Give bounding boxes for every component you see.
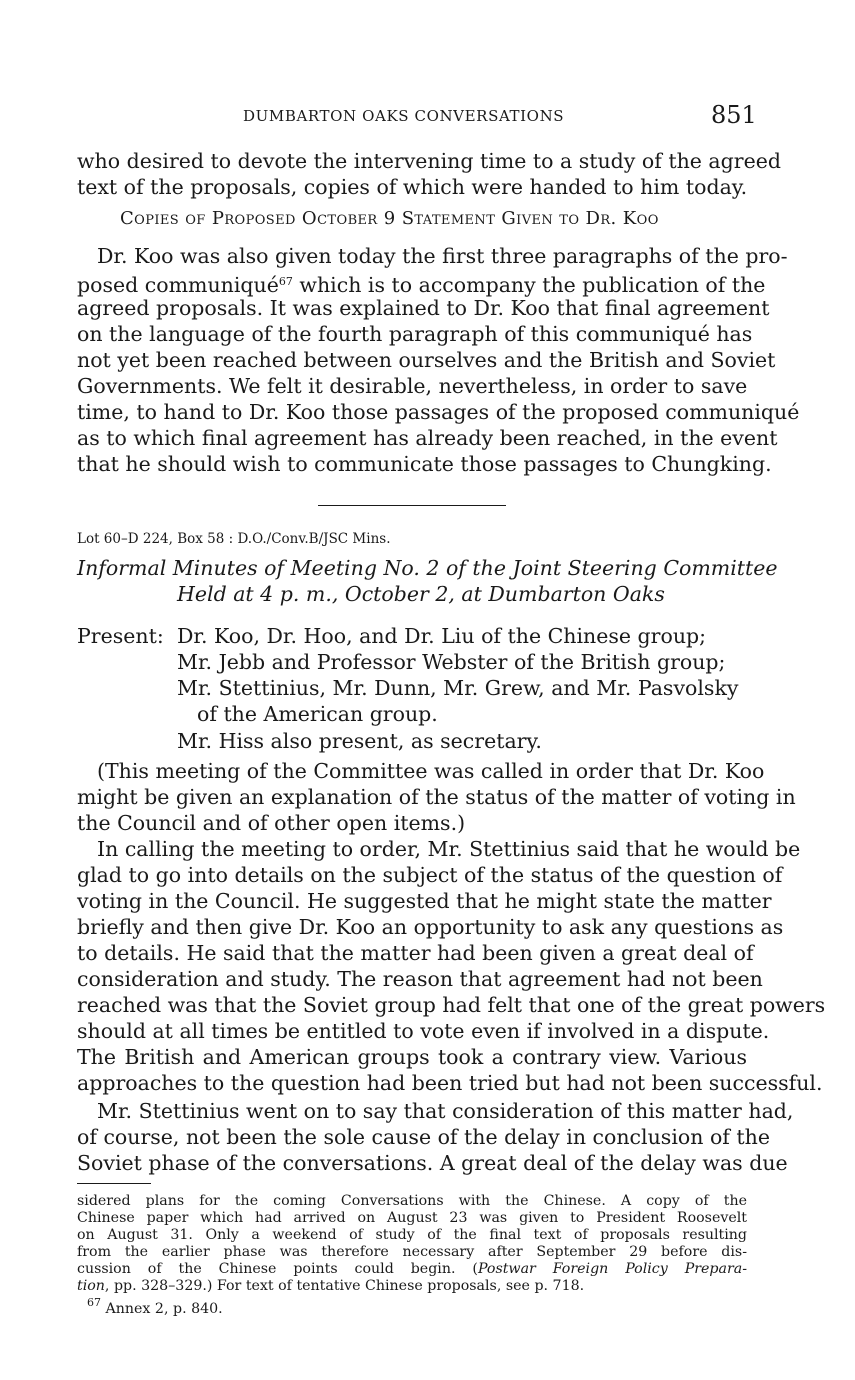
text-line: not yet been reached between ourselves and the British and Soviet [77, 348, 776, 372]
text-line: briefly and then give Dr. Koo an opportunity to ask any questions as [77, 915, 784, 939]
text-line: Mr. Stettinius went on to say that consideration of this matter had, [97, 1099, 794, 1123]
text-line: time, to hand to Dr. Koo those passages of the proposed communiqué [77, 400, 800, 424]
text-line: the Council and of other open items.) [77, 811, 466, 835]
attendee-line: Dr. Koo, Dr. Hoo, and Dr. Liu of the Chinese group; [177, 624, 707, 648]
footnote-line [77, 1261, 747, 1278]
italic-citation: tion [77, 1278, 105, 1294]
footnote-67 [87, 1295, 387, 1318]
text-line: agreed proposals. It was explained to Dr. Koo that final agreement [77, 296, 770, 320]
minutes-title-line: Informal Minutes of Meeting No. 2 of the Joint Steering Committee [77, 556, 778, 580]
text-line: as to which final agreement has already been reached, in the event [77, 426, 778, 450]
text-line: should at all times be entitled to vote even if involved in a dispute. [77, 1019, 770, 1043]
italic-citation: Postwar Foreign Policy Prepara- [477, 1261, 747, 1277]
attendee-line: of the American group. [197, 702, 438, 726]
text-span: , pp. 328–329.) For text of tentative Chinese proposals, see p. 718. [104, 1278, 585, 1294]
text-line: of course, not been the sole cause of the delay in conclusion of the [77, 1125, 770, 1149]
section-heading: Copies of Proposed October 9 Statement Given to Dr. Koo [120, 208, 659, 229]
text-line: to details. He said that the matter had been given a great deal of [77, 941, 754, 965]
source-reference: Lot 60–D 224, Box 58 : D.O./Conv.B/JSC Mins. [77, 531, 391, 547]
text-line: might be given an explanation of the status of the matter of voting in [77, 785, 796, 809]
attendee-line: Mr. Hiss also present, as secretary. [177, 729, 542, 753]
text-line: Soviet phase of the conversations. A great deal of the delay was due [77, 1151, 788, 1175]
footnote-line [77, 1278, 747, 1295]
text-line: Governments. We felt it desirable, nevertheless, in order to save [77, 374, 748, 398]
footnote-line: on August 31. Only a weekend of study of the final text of proposals resulting [77, 1227, 747, 1243]
text-line: voting in the Council. He suggested that he might state the matter [77, 889, 772, 913]
text-line: The British and American groups took a contrary view. Various [77, 1045, 747, 1069]
text-line: approaches to the question had been tried but had not been successful. [77, 1071, 823, 1095]
running-head: DUMBARTON OAKS CONVERSATIONS [243, 107, 565, 125]
footnote-line: from the earlier phase was therefore necessary after September 29 before dis- [77, 1244, 747, 1260]
text-line: glad to go into details on the subject of the status of the question of [77, 863, 783, 887]
footnote-text: Annex 2, p. 840. [101, 1301, 223, 1317]
footnote-marker: 67 [87, 1296, 101, 1309]
text-span: which is to accompany the publication of the [292, 273, 766, 297]
text-line: on the language of the fourth paragraph of this communiqué has [77, 322, 753, 346]
text-line: reached was that the Soviet group had felt that one of the great powers [77, 993, 826, 1017]
attendee-line: Mr. Jebb and Professor Webster of the British group; [177, 650, 726, 674]
footnote-ref-67: 67 [278, 275, 293, 288]
text-line: consideration and study. The reason that agreement had not been [77, 967, 763, 991]
attendee-line: Mr. Stettinius, Mr. Dunn, Mr. Grew, and Mr. Pasvolsky [177, 676, 739, 700]
footnote-divider [77, 1183, 151, 1184]
text-line: text of the proposals, copies of which were handed to him today. [77, 175, 748, 199]
text-line: Dr. Koo was also given today the first three paragraphs of the pro- [97, 244, 788, 268]
text-line-with-footnote-ref [77, 269, 766, 298]
page-number: 851 [711, 101, 757, 129]
present-label: Present: [77, 624, 164, 648]
footnote-line: sidered plans for the coming Conversations with the Chinese. A copy of the [77, 1193, 747, 1209]
minutes-title-line: Held at 4 p. m., October 2, at Dumbarton Oaks [177, 582, 665, 606]
text-line: (This meeting of the Committee was called in order that Dr. Koo [97, 759, 765, 783]
footnote-line: Chinese paper which had arrived on August 23 was given to President Roosevelt [77, 1210, 747, 1226]
text-line: that he should wish to communicate those passages to Chungking. [77, 452, 772, 476]
text-line: In calling the meeting to order, Mr. Stettinius said that he would be [97, 837, 801, 861]
section-divider [318, 505, 506, 506]
text-line: who desired to devote the intervening time to a study of the agreed [77, 149, 781, 173]
text-span: cussion of the Chinese points could begin. ( [77, 1261, 478, 1277]
text-span: posed communiqué [77, 273, 279, 297]
